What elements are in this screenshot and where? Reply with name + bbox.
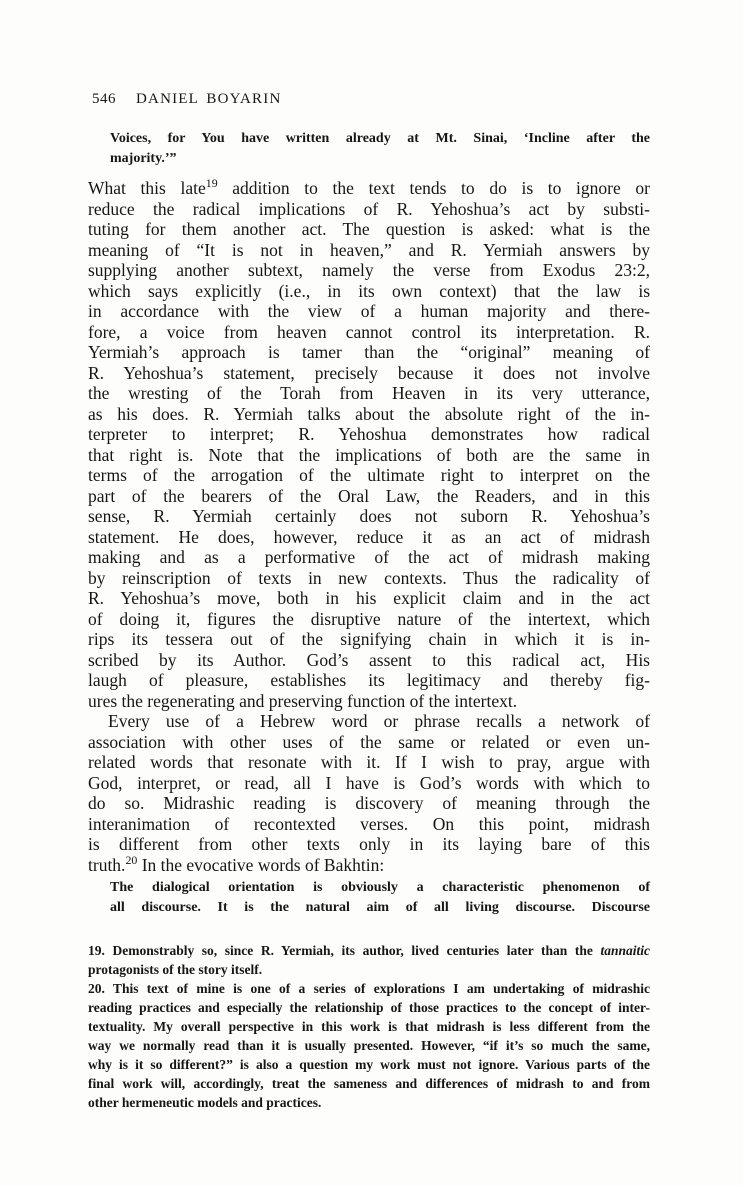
text-line: the wresting of the Torah from Heaven in its very utterance, bbox=[88, 383, 650, 403]
text-line: related words that resonate with it. If I wish to pray, argue with bbox=[88, 752, 650, 772]
text-line: in accordance with the view of a human majority and there- bbox=[88, 301, 650, 321]
text-line: terms of the arrogation of the ultimate right to interpret on the bbox=[88, 465, 650, 485]
text-line: 19. Demonstrably so, since R. Yermiah, its author, lived centuries later than the tannaitic bbox=[88, 943, 650, 958]
text-line: truth.$^{20}$ In the evocative words of Bakhtin: bbox=[88, 852, 385, 875]
text-line: supplying another subtext, namely the verse from Exodus 23:2, bbox=[88, 260, 650, 280]
block-quote-talmud bbox=[110, 129, 650, 168]
footnote-19 bbox=[88, 941, 650, 979]
text-line: part of the bearers of the Oral Law, the Readers, and in this bbox=[88, 485, 650, 506]
text-line: fore, a voice from heaven cannot control its interpretation. R. bbox=[88, 321, 650, 342]
text-line: final work will, accordingly, treat the sameness and differences of midrash to and from bbox=[88, 1076, 650, 1091]
text-line: that right is. Note that the implications of both are the same in bbox=[88, 444, 650, 465]
text-line: scribed by its Author. God’s assent to this radical act, His bbox=[88, 649, 650, 670]
text-line: laugh of pleasure, establishes its legitimacy and thereby fig- bbox=[88, 670, 650, 690]
text-line: Every use of a Hebrew word or phrase recalls a network of bbox=[108, 711, 650, 731]
text-line: protagonists of the story itself. bbox=[88, 962, 263, 977]
text-line: ures the regenerating and preserving function of the intertext. bbox=[88, 690, 518, 711]
footnote-20 bbox=[88, 979, 650, 1112]
text-line: majority.’” bbox=[110, 150, 177, 166]
text-line: by reinscription of texts in new contexts. Thus the radicality of bbox=[88, 567, 650, 588]
text-line: terpreter to interpret; R. Yehoshua demonstrates how radical bbox=[88, 424, 650, 444]
page-number: 546 bbox=[92, 91, 116, 107]
text-line: sense, R. Yermiah certainly does not suborn R. Yehoshua’s bbox=[88, 506, 650, 526]
text-line: statement. He does, however, reduce it as an act of midrash bbox=[88, 526, 650, 547]
text-line: way we normally read than it is usually presented. However, “if it’s so much the same, bbox=[88, 1038, 650, 1053]
text-line: rips its tessera out of the signifying chain in which it is in- bbox=[88, 629, 650, 649]
text-line: all discourse. It is the natural aim of all living discourse. Discourse bbox=[110, 899, 650, 915]
text-line: reading practices and especially the relationship of those practices to the concept of inter- bbox=[88, 1000, 650, 1015]
text-line: God, interpret, or read, all I have is God’s words with which to bbox=[88, 772, 650, 793]
text-line: Yermiah’s approach is tamer than the “original” meaning of bbox=[88, 342, 650, 362]
text-line: which says explicitly (i.e., in its own context) that the law is bbox=[88, 280, 650, 301]
page-header bbox=[88, 91, 650, 107]
running-head: DANIEL BOYARIN bbox=[136, 91, 282, 107]
text-line: of doing it, figures the disruptive nature of the intertext, which bbox=[88, 608, 650, 629]
text-line: R. Yehoshua’s statement, precisely because it does not involve bbox=[88, 362, 650, 383]
text-line: why is it so different?” is also a question my work must not ignore. Various parts of the bbox=[88, 1057, 650, 1072]
text-line: other hermeneutic models and practices. bbox=[88, 1095, 322, 1110]
text-line: textuality. My overall perspective in this work is that midrash is less different from the bbox=[88, 1019, 650, 1034]
block-quote-bakhtin bbox=[110, 878, 650, 917]
text-line: as his does. R. Yermiah talks about the absolute right of the in- bbox=[88, 403, 650, 424]
text-line: tuting for them another act. The question is asked: what is the bbox=[88, 219, 650, 239]
page-body bbox=[88, 129, 650, 1112]
text-line: do so. Midrashic reading is discovery of meaning through the bbox=[88, 793, 650, 813]
text-line: association with other uses of the same or related or even un- bbox=[88, 731, 650, 752]
text-line: The dialogical orientation is obviously a characteristic phenomenon of bbox=[110, 880, 650, 895]
text-line: reduce the radical implications of R. Yehoshua’s act by substi- bbox=[88, 198, 650, 219]
text-line: Voices, for You have written already at Mt. Sinai, ‘Incline after the bbox=[110, 131, 650, 146]
paragraph-2 bbox=[88, 711, 650, 875]
text-line: is different from other texts only in its laying bare of this bbox=[88, 834, 650, 854]
text-line: 20. This text of mine is one of a series of explorations I am undertaking of midrashic bbox=[88, 981, 650, 996]
text-line: meaning of “It is not in heaven,” and R. Yermiah answers by bbox=[88, 239, 650, 260]
text-line: making and as a performative of the act of midrash making bbox=[88, 547, 650, 567]
text-line: interanimation of recontexted verses. On this point, midrash bbox=[88, 813, 650, 834]
text-line: R. Yehoshua’s move, both in his explicit claim and in the act bbox=[88, 588, 650, 608]
text-line: What this late$^{19}$ addition to the text tends to do is to ignore or bbox=[88, 176, 650, 198]
paragraph-1 bbox=[88, 178, 650, 711]
